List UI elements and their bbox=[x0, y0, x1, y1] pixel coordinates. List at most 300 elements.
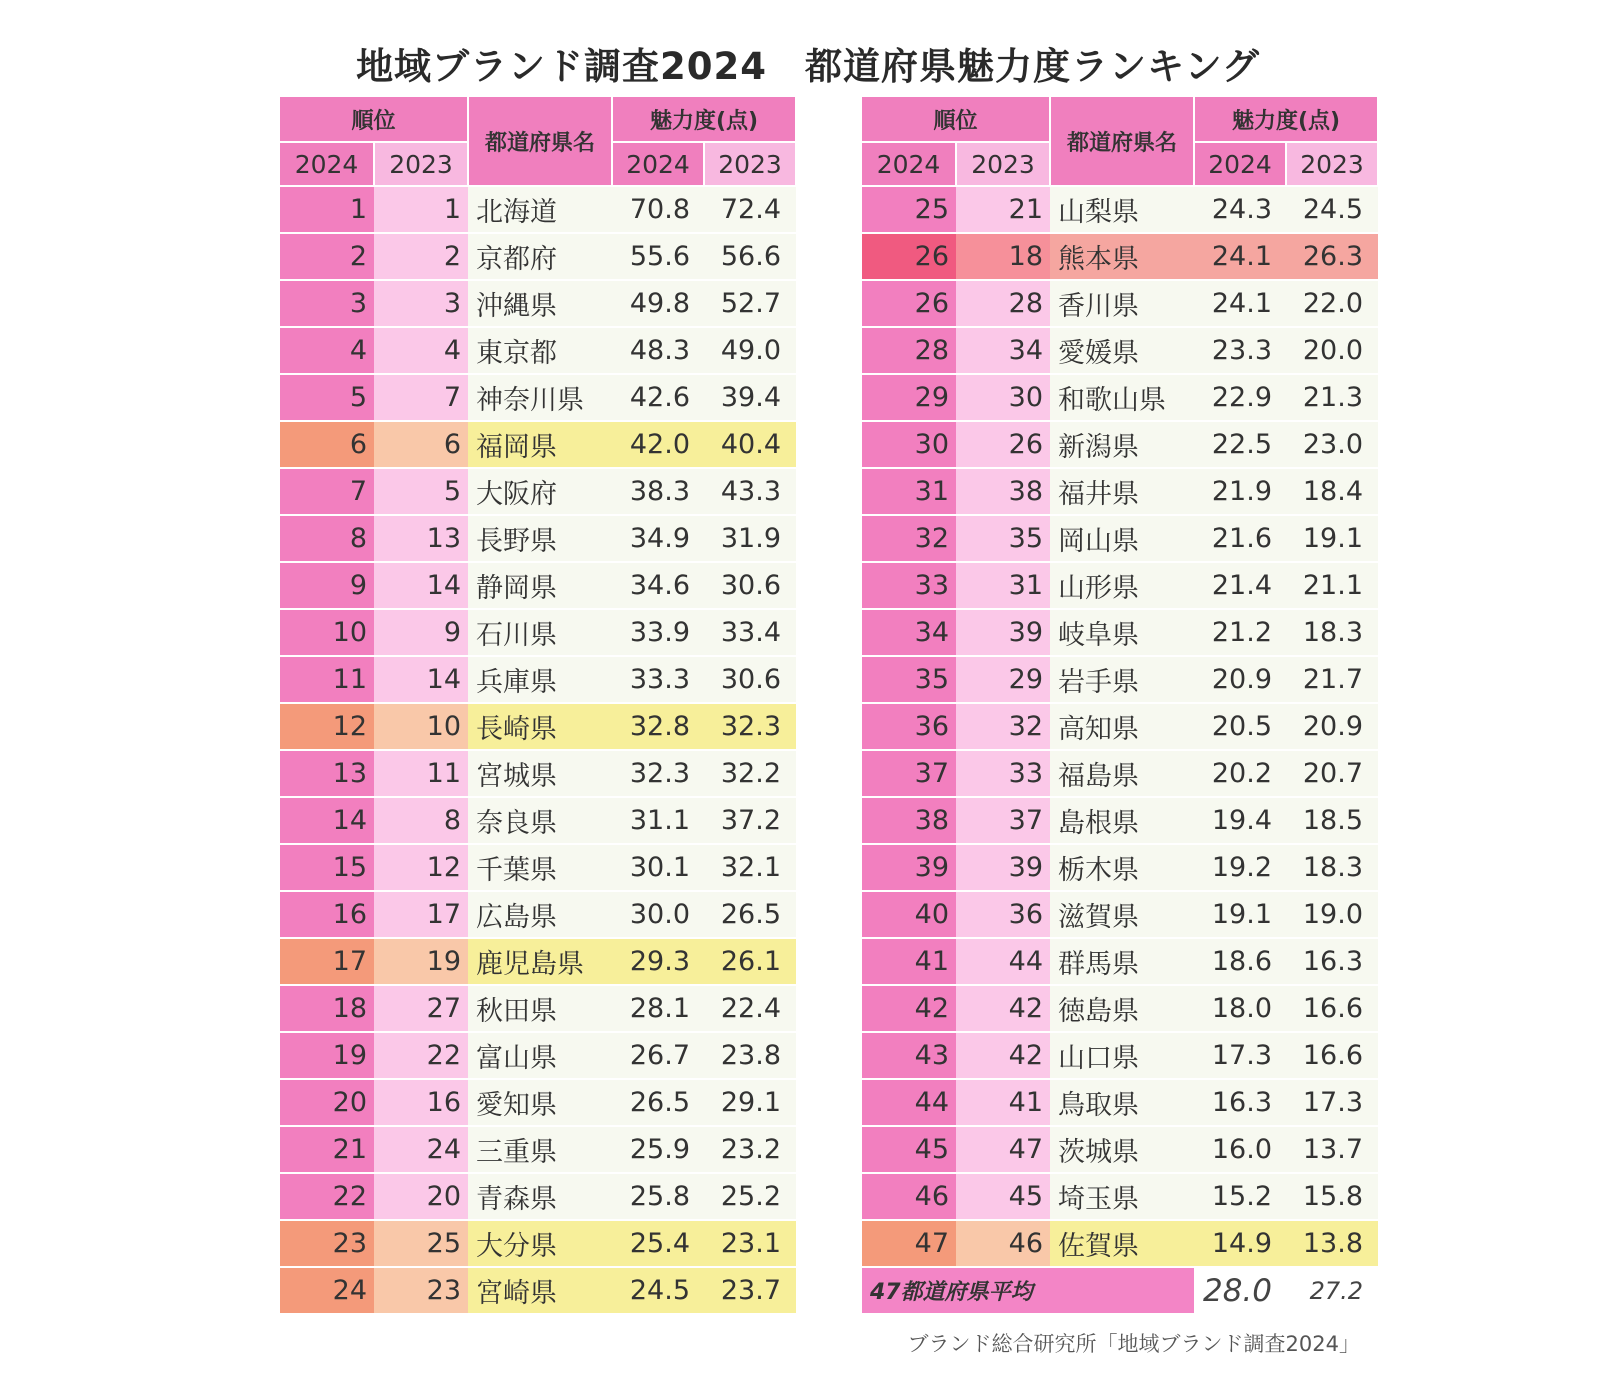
table-row bbox=[862, 468, 1378, 515]
rank-2024-cell: 8 bbox=[280, 515, 374, 562]
rank-2024-cell: 9 bbox=[280, 562, 374, 609]
table-row bbox=[280, 1032, 796, 1079]
table-row bbox=[862, 1173, 1378, 1220]
score-2023-cell: 37.2 bbox=[704, 797, 796, 844]
prefecture-name-cell: 北海道 bbox=[468, 186, 612, 233]
rank-2023-cell: 2 bbox=[374, 233, 468, 280]
rank-2023-cell: 5 bbox=[374, 468, 468, 515]
prefecture-name-cell: 静岡県 bbox=[468, 562, 612, 609]
table-row bbox=[862, 985, 1378, 1032]
score-2024-cell: 19.2 bbox=[1194, 844, 1286, 891]
rank-2023-cell: 22 bbox=[374, 1032, 468, 1079]
header-prefecture-name: 都道府県名 bbox=[1050, 97, 1194, 186]
header-score-2024: 2024 bbox=[612, 142, 704, 186]
score-2023-cell: 29.1 bbox=[704, 1079, 796, 1126]
score-2024-cell: 18.0 bbox=[1194, 985, 1286, 1032]
table-row bbox=[862, 703, 1378, 750]
header-score-2024: 2024 bbox=[1194, 142, 1286, 186]
rank-2024-cell: 32 bbox=[862, 515, 956, 562]
rank-2023-cell: 24 bbox=[374, 1126, 468, 1173]
prefecture-name-cell: 岡山県 bbox=[1050, 515, 1194, 562]
rank-2023-cell: 20 bbox=[374, 1173, 468, 1220]
rank-2024-cell: 25 bbox=[862, 186, 956, 233]
score-2023-cell: 19.1 bbox=[1286, 515, 1378, 562]
score-2024-cell: 24.1 bbox=[1194, 233, 1286, 280]
average-score-2023: 27.2 bbox=[1286, 1267, 1378, 1313]
header-score: 魅力度(点) bbox=[612, 97, 796, 142]
rank-2023-cell: 27 bbox=[374, 985, 468, 1032]
rank-2024-cell: 39 bbox=[862, 844, 956, 891]
rank-2023-cell: 8 bbox=[374, 797, 468, 844]
rank-2023-cell: 33 bbox=[956, 750, 1050, 797]
prefecture-name-cell: 大阪府 bbox=[468, 468, 612, 515]
rank-2024-cell: 45 bbox=[862, 1126, 956, 1173]
prefecture-name-cell: 熊本県 bbox=[1050, 233, 1194, 280]
score-2024-cell: 55.6 bbox=[612, 233, 704, 280]
prefecture-name-cell: 鹿児島県 bbox=[468, 938, 612, 985]
prefecture-name-cell: 新潟県 bbox=[1050, 421, 1194, 468]
score-2023-cell: 32.2 bbox=[704, 750, 796, 797]
score-2024-cell: 22.5 bbox=[1194, 421, 1286, 468]
average-score-2024: 28.0 bbox=[1194, 1267, 1286, 1313]
rank-2023-cell: 42 bbox=[956, 1032, 1050, 1079]
table-row bbox=[862, 1032, 1378, 1079]
prefecture-name-cell: 秋田県 bbox=[468, 985, 612, 1032]
average-row bbox=[862, 1267, 1378, 1313]
table-row bbox=[280, 1220, 796, 1267]
table-row bbox=[862, 374, 1378, 421]
rank-2024-cell: 21 bbox=[280, 1126, 374, 1173]
table-header bbox=[862, 97, 1378, 186]
rank-2023-cell: 35 bbox=[956, 515, 1050, 562]
rank-2024-cell: 31 bbox=[862, 468, 956, 515]
score-2023-cell: 33.4 bbox=[704, 609, 796, 656]
rank-2023-cell: 12 bbox=[374, 844, 468, 891]
table-row bbox=[862, 844, 1378, 891]
rank-2024-cell: 7 bbox=[280, 468, 374, 515]
rank-2023-cell: 37 bbox=[956, 797, 1050, 844]
score-2024-cell: 33.3 bbox=[612, 656, 704, 703]
score-2024-cell: 17.3 bbox=[1194, 1032, 1286, 1079]
score-2024-cell: 20.2 bbox=[1194, 750, 1286, 797]
score-2023-cell: 16.3 bbox=[1286, 938, 1378, 985]
average-label: 47都道府県平均 bbox=[862, 1267, 1194, 1313]
rank-2023-cell: 36 bbox=[956, 891, 1050, 938]
rank-2023-cell: 14 bbox=[374, 562, 468, 609]
rank-2023-cell: 28 bbox=[956, 280, 1050, 327]
rank-2023-cell: 38 bbox=[956, 468, 1050, 515]
rank-2024-cell: 6 bbox=[280, 421, 374, 468]
rank-2023-cell: 32 bbox=[956, 703, 1050, 750]
prefecture-name-cell: 奈良県 bbox=[468, 797, 612, 844]
rank-2024-cell: 15 bbox=[280, 844, 374, 891]
rank-2024-cell: 18 bbox=[280, 985, 374, 1032]
prefecture-name-cell: 愛知県 bbox=[468, 1079, 612, 1126]
rank-2024-cell: 37 bbox=[862, 750, 956, 797]
table-row bbox=[280, 891, 796, 938]
score-2024-cell: 20.5 bbox=[1194, 703, 1286, 750]
table-row bbox=[280, 1126, 796, 1173]
rank-2024-cell: 26 bbox=[862, 280, 956, 327]
score-2024-cell: 21.6 bbox=[1194, 515, 1286, 562]
table-row bbox=[862, 233, 1378, 280]
score-2024-cell: 32.3 bbox=[612, 750, 704, 797]
score-2023-cell: 26.1 bbox=[704, 938, 796, 985]
prefecture-name-cell: 徳島県 bbox=[1050, 985, 1194, 1032]
rank-2024-cell: 44 bbox=[862, 1079, 956, 1126]
prefecture-name-cell: 沖縄県 bbox=[468, 280, 612, 327]
score-2023-cell: 21.7 bbox=[1286, 656, 1378, 703]
rank-2024-cell: 47 bbox=[862, 1220, 956, 1267]
prefecture-name-cell: 岐阜県 bbox=[1050, 609, 1194, 656]
score-2023-cell: 40.4 bbox=[704, 421, 796, 468]
score-2024-cell: 16.0 bbox=[1194, 1126, 1286, 1173]
rank-2023-cell: 19 bbox=[374, 938, 468, 985]
table-row bbox=[862, 797, 1378, 844]
score-2024-cell: 25.9 bbox=[612, 1126, 704, 1173]
rank-2024-cell: 20 bbox=[280, 1079, 374, 1126]
prefecture-name-cell: 石川県 bbox=[468, 609, 612, 656]
score-2024-cell: 48.3 bbox=[612, 327, 704, 374]
header-rank: 順位 bbox=[280, 97, 468, 142]
rank-2024-cell: 28 bbox=[862, 327, 956, 374]
table-row bbox=[280, 985, 796, 1032]
rank-2023-cell: 39 bbox=[956, 609, 1050, 656]
rank-2024-cell: 22 bbox=[280, 1173, 374, 1220]
rank-2024-cell: 41 bbox=[862, 938, 956, 985]
score-2023-cell: 16.6 bbox=[1286, 1032, 1378, 1079]
score-2023-cell: 30.6 bbox=[704, 656, 796, 703]
score-2024-cell: 21.4 bbox=[1194, 562, 1286, 609]
score-2023-cell: 21.1 bbox=[1286, 562, 1378, 609]
prefecture-name-cell: 東京都 bbox=[468, 327, 612, 374]
rank-2024-cell: 26 bbox=[862, 233, 956, 280]
rank-2024-cell: 14 bbox=[280, 797, 374, 844]
table-row bbox=[862, 750, 1378, 797]
table-row bbox=[862, 327, 1378, 374]
rank-2024-cell: 11 bbox=[280, 656, 374, 703]
prefecture-name-cell: 愛媛県 bbox=[1050, 327, 1194, 374]
rank-2023-cell: 30 bbox=[956, 374, 1050, 421]
score-2023-cell: 32.1 bbox=[704, 844, 796, 891]
score-2024-cell: 19.4 bbox=[1194, 797, 1286, 844]
table-row bbox=[862, 938, 1378, 985]
rank-2023-cell: 39 bbox=[956, 844, 1050, 891]
prefecture-name-cell: 宮城県 bbox=[468, 750, 612, 797]
score-2024-cell: 23.3 bbox=[1194, 327, 1286, 374]
score-2024-cell: 21.9 bbox=[1194, 468, 1286, 515]
score-2024-cell: 21.2 bbox=[1194, 609, 1286, 656]
score-2023-cell: 23.0 bbox=[1286, 421, 1378, 468]
rank-2023-cell: 11 bbox=[374, 750, 468, 797]
prefecture-name-cell: 宮崎県 bbox=[468, 1267, 612, 1313]
score-2024-cell: 31.1 bbox=[612, 797, 704, 844]
table-row bbox=[862, 1220, 1378, 1267]
ranking-table-right bbox=[862, 97, 1379, 1313]
prefecture-name-cell: 福岡県 bbox=[468, 421, 612, 468]
prefecture-name-cell: 山梨県 bbox=[1050, 186, 1194, 233]
rank-2024-cell: 5 bbox=[280, 374, 374, 421]
score-2024-cell: 18.6 bbox=[1194, 938, 1286, 985]
table-row bbox=[280, 468, 796, 515]
table-row bbox=[862, 609, 1378, 656]
table-row bbox=[862, 1126, 1378, 1173]
score-2023-cell: 26.5 bbox=[704, 891, 796, 938]
score-2023-cell: 49.0 bbox=[704, 327, 796, 374]
rank-2024-cell: 17 bbox=[280, 938, 374, 985]
prefecture-name-cell: 大分県 bbox=[468, 1220, 612, 1267]
rank-2023-cell: 14 bbox=[374, 656, 468, 703]
prefecture-name-cell: 群馬県 bbox=[1050, 938, 1194, 985]
prefecture-name-cell: 千葉県 bbox=[468, 844, 612, 891]
score-2023-cell: 18.3 bbox=[1286, 609, 1378, 656]
rank-2023-cell: 41 bbox=[956, 1079, 1050, 1126]
score-2023-cell: 19.0 bbox=[1286, 891, 1378, 938]
rank-2024-cell: 30 bbox=[862, 421, 956, 468]
rank-2024-cell: 16 bbox=[280, 891, 374, 938]
score-2023-cell: 22.0 bbox=[1286, 280, 1378, 327]
header-score-2023: 2023 bbox=[1286, 142, 1378, 186]
score-2024-cell: 34.9 bbox=[612, 515, 704, 562]
score-2023-cell: 17.3 bbox=[1286, 1079, 1378, 1126]
rank-2024-cell: 3 bbox=[280, 280, 374, 327]
rank-2023-cell: 25 bbox=[374, 1220, 468, 1267]
rank-2023-cell: 16 bbox=[374, 1079, 468, 1126]
rank-2024-cell: 24 bbox=[280, 1267, 374, 1313]
prefecture-name-cell: 栃木県 bbox=[1050, 844, 1194, 891]
table-row bbox=[862, 656, 1378, 703]
score-2023-cell: 23.8 bbox=[704, 1032, 796, 1079]
prefecture-name-cell: 長野県 bbox=[468, 515, 612, 562]
score-2023-cell: 23.2 bbox=[704, 1126, 796, 1173]
score-2024-cell: 70.8 bbox=[612, 186, 704, 233]
score-2023-cell: 30.6 bbox=[704, 562, 796, 609]
score-2023-cell: 20.7 bbox=[1286, 750, 1378, 797]
score-2023-cell: 39.4 bbox=[704, 374, 796, 421]
rank-2023-cell: 21 bbox=[956, 186, 1050, 233]
header-rank-2024: 2024 bbox=[280, 142, 374, 186]
table-row bbox=[862, 891, 1378, 938]
prefecture-name-cell: 鳥取県 bbox=[1050, 1079, 1194, 1126]
prefecture-name-cell: 高知県 bbox=[1050, 703, 1194, 750]
score-2024-cell: 38.3 bbox=[612, 468, 704, 515]
table-row bbox=[862, 186, 1378, 233]
rank-2023-cell: 1 bbox=[374, 186, 468, 233]
score-2023-cell: 25.2 bbox=[704, 1173, 796, 1220]
rank-2023-cell: 9 bbox=[374, 609, 468, 656]
score-2024-cell: 15.2 bbox=[1194, 1173, 1286, 1220]
score-2024-cell: 26.7 bbox=[612, 1032, 704, 1079]
table-row bbox=[280, 562, 796, 609]
score-2024-cell: 33.9 bbox=[612, 609, 704, 656]
rank-2024-cell: 33 bbox=[862, 562, 956, 609]
rank-2023-cell: 18 bbox=[956, 233, 1050, 280]
score-2024-cell: 49.8 bbox=[612, 280, 704, 327]
table-row bbox=[862, 280, 1378, 327]
score-2024-cell: 42.0 bbox=[612, 421, 704, 468]
score-2023-cell: 24.5 bbox=[1286, 186, 1378, 233]
prefecture-name-cell: 岩手県 bbox=[1050, 656, 1194, 703]
header-score-2023: 2023 bbox=[704, 142, 796, 186]
score-2023-cell: 15.8 bbox=[1286, 1173, 1378, 1220]
page-title: 地域ブランド調査2024 都道府県魅力度ランキング bbox=[356, 45, 1260, 88]
score-2024-cell: 16.3 bbox=[1194, 1079, 1286, 1126]
ranking-table-left bbox=[280, 97, 797, 1313]
rank-2023-cell: 44 bbox=[956, 938, 1050, 985]
table-row bbox=[280, 327, 796, 374]
rank-2023-cell: 3 bbox=[374, 280, 468, 327]
score-2023-cell: 32.3 bbox=[704, 703, 796, 750]
rank-2024-cell: 12 bbox=[280, 703, 374, 750]
rank-2024-cell: 38 bbox=[862, 797, 956, 844]
table-row bbox=[280, 609, 796, 656]
source-credit: ブランド総合研究所「地域ブランド調査2024」 bbox=[907, 1332, 1360, 1356]
prefecture-name-cell: 佐賀県 bbox=[1050, 1220, 1194, 1267]
prefecture-name-cell: 神奈川県 bbox=[468, 374, 612, 421]
prefecture-name-cell: 福島県 bbox=[1050, 750, 1194, 797]
header-rank-2023: 2023 bbox=[956, 142, 1050, 186]
rank-2023-cell: 34 bbox=[956, 327, 1050, 374]
header-rank-2024: 2024 bbox=[862, 142, 956, 186]
prefecture-name-cell: 三重県 bbox=[468, 1126, 612, 1173]
table-row bbox=[862, 1079, 1378, 1126]
score-2023-cell: 13.7 bbox=[1286, 1126, 1378, 1173]
rank-2023-cell: 42 bbox=[956, 985, 1050, 1032]
score-2023-cell: 52.7 bbox=[704, 280, 796, 327]
table-row bbox=[280, 844, 796, 891]
rank-2024-cell: 23 bbox=[280, 1220, 374, 1267]
prefecture-name-cell: 山口県 bbox=[1050, 1032, 1194, 1079]
score-2024-cell: 32.8 bbox=[612, 703, 704, 750]
score-2024-cell: 26.5 bbox=[612, 1079, 704, 1126]
score-2024-cell: 42.6 bbox=[612, 374, 704, 421]
prefecture-name-cell: 茨城県 bbox=[1050, 1126, 1194, 1173]
prefecture-name-cell: 長崎県 bbox=[468, 703, 612, 750]
score-2023-cell: 20.9 bbox=[1286, 703, 1378, 750]
table-row bbox=[280, 421, 796, 468]
rank-2023-cell: 7 bbox=[374, 374, 468, 421]
prefecture-name-cell: 和歌山県 bbox=[1050, 374, 1194, 421]
rank-2024-cell: 10 bbox=[280, 609, 374, 656]
table-row bbox=[280, 656, 796, 703]
header-rank: 順位 bbox=[862, 97, 1050, 142]
header-score: 魅力度(点) bbox=[1194, 97, 1378, 142]
score-2024-cell: 29.3 bbox=[612, 938, 704, 985]
score-2024-cell: 14.9 bbox=[1194, 1220, 1286, 1267]
table-row bbox=[280, 797, 796, 844]
prefecture-name-cell: 香川県 bbox=[1050, 280, 1194, 327]
score-2023-cell: 21.3 bbox=[1286, 374, 1378, 421]
table-row bbox=[280, 750, 796, 797]
table-row bbox=[280, 233, 796, 280]
rank-2024-cell: 43 bbox=[862, 1032, 956, 1079]
score-2024-cell: 22.9 bbox=[1194, 374, 1286, 421]
header-prefecture-name: 都道府県名 bbox=[468, 97, 612, 186]
score-2023-cell: 20.0 bbox=[1286, 327, 1378, 374]
rank-2023-cell: 6 bbox=[374, 421, 468, 468]
score-2024-cell: 28.1 bbox=[612, 985, 704, 1032]
score-2023-cell: 18.4 bbox=[1286, 468, 1378, 515]
table-row bbox=[280, 703, 796, 750]
rank-2023-cell: 26 bbox=[956, 421, 1050, 468]
rank-2023-cell: 47 bbox=[956, 1126, 1050, 1173]
table-row bbox=[280, 1173, 796, 1220]
score-2023-cell: 31.9 bbox=[704, 515, 796, 562]
rank-2023-cell: 13 bbox=[374, 515, 468, 562]
prefecture-name-cell: 富山県 bbox=[468, 1032, 612, 1079]
score-2023-cell: 72.4 bbox=[704, 186, 796, 233]
rank-2024-cell: 36 bbox=[862, 703, 956, 750]
rank-2024-cell: 42 bbox=[862, 985, 956, 1032]
rank-2024-cell: 1 bbox=[280, 186, 374, 233]
table-body-left bbox=[280, 186, 796, 1313]
score-2023-cell: 23.7 bbox=[704, 1267, 796, 1313]
score-2023-cell: 43.3 bbox=[704, 468, 796, 515]
table-row bbox=[280, 374, 796, 421]
score-2023-cell: 56.6 bbox=[704, 233, 796, 280]
score-2024-cell: 19.1 bbox=[1194, 891, 1286, 938]
score-2024-cell: 24.5 bbox=[612, 1267, 704, 1313]
rank-2023-cell: 29 bbox=[956, 656, 1050, 703]
score-2024-cell: 30.1 bbox=[612, 844, 704, 891]
prefecture-name-cell: 青森県 bbox=[468, 1173, 612, 1220]
rank-2024-cell: 35 bbox=[862, 656, 956, 703]
header-rank-2023: 2023 bbox=[374, 142, 468, 186]
rank-2024-cell: 13 bbox=[280, 750, 374, 797]
rank-2024-cell: 40 bbox=[862, 891, 956, 938]
table-row bbox=[862, 421, 1378, 468]
table-row bbox=[862, 562, 1378, 609]
prefecture-name-cell: 兵庫県 bbox=[468, 656, 612, 703]
table-row bbox=[280, 186, 796, 233]
score-2023-cell: 13.8 bbox=[1286, 1220, 1378, 1267]
rank-2024-cell: 2 bbox=[280, 233, 374, 280]
rank-2024-cell: 46 bbox=[862, 1173, 956, 1220]
rank-2023-cell: 31 bbox=[956, 562, 1050, 609]
score-2024-cell: 25.4 bbox=[612, 1220, 704, 1267]
prefecture-name-cell: 埼玉県 bbox=[1050, 1173, 1194, 1220]
rank-2023-cell: 4 bbox=[374, 327, 468, 374]
score-2024-cell: 24.3 bbox=[1194, 186, 1286, 233]
score-2024-cell: 34.6 bbox=[612, 562, 704, 609]
prefecture-name-cell: 山形県 bbox=[1050, 562, 1194, 609]
score-2023-cell: 23.1 bbox=[704, 1220, 796, 1267]
prefecture-name-cell: 滋賀県 bbox=[1050, 891, 1194, 938]
table-row bbox=[280, 1267, 796, 1313]
score-2023-cell: 16.6 bbox=[1286, 985, 1378, 1032]
rank-2024-cell: 4 bbox=[280, 327, 374, 374]
rank-2023-cell: 17 bbox=[374, 891, 468, 938]
rank-2023-cell: 10 bbox=[374, 703, 468, 750]
rank-2024-cell: 29 bbox=[862, 374, 956, 421]
table-row bbox=[280, 280, 796, 327]
score-2023-cell: 26.3 bbox=[1286, 233, 1378, 280]
score-2023-cell: 18.3 bbox=[1286, 844, 1378, 891]
rank-2023-cell: 23 bbox=[374, 1267, 468, 1313]
table-header bbox=[280, 97, 796, 186]
prefecture-name-cell: 島根県 bbox=[1050, 797, 1194, 844]
score-2024-cell: 24.1 bbox=[1194, 280, 1286, 327]
prefecture-name-cell: 福井県 bbox=[1050, 468, 1194, 515]
score-2024-cell: 20.9 bbox=[1194, 656, 1286, 703]
prefecture-name-cell: 京都府 bbox=[468, 233, 612, 280]
table-body-right bbox=[862, 186, 1378, 1313]
score-2024-cell: 25.8 bbox=[612, 1173, 704, 1220]
table-row bbox=[862, 515, 1378, 562]
table-row bbox=[280, 515, 796, 562]
prefecture-name-cell: 広島県 bbox=[468, 891, 612, 938]
score-2024-cell: 30.0 bbox=[612, 891, 704, 938]
